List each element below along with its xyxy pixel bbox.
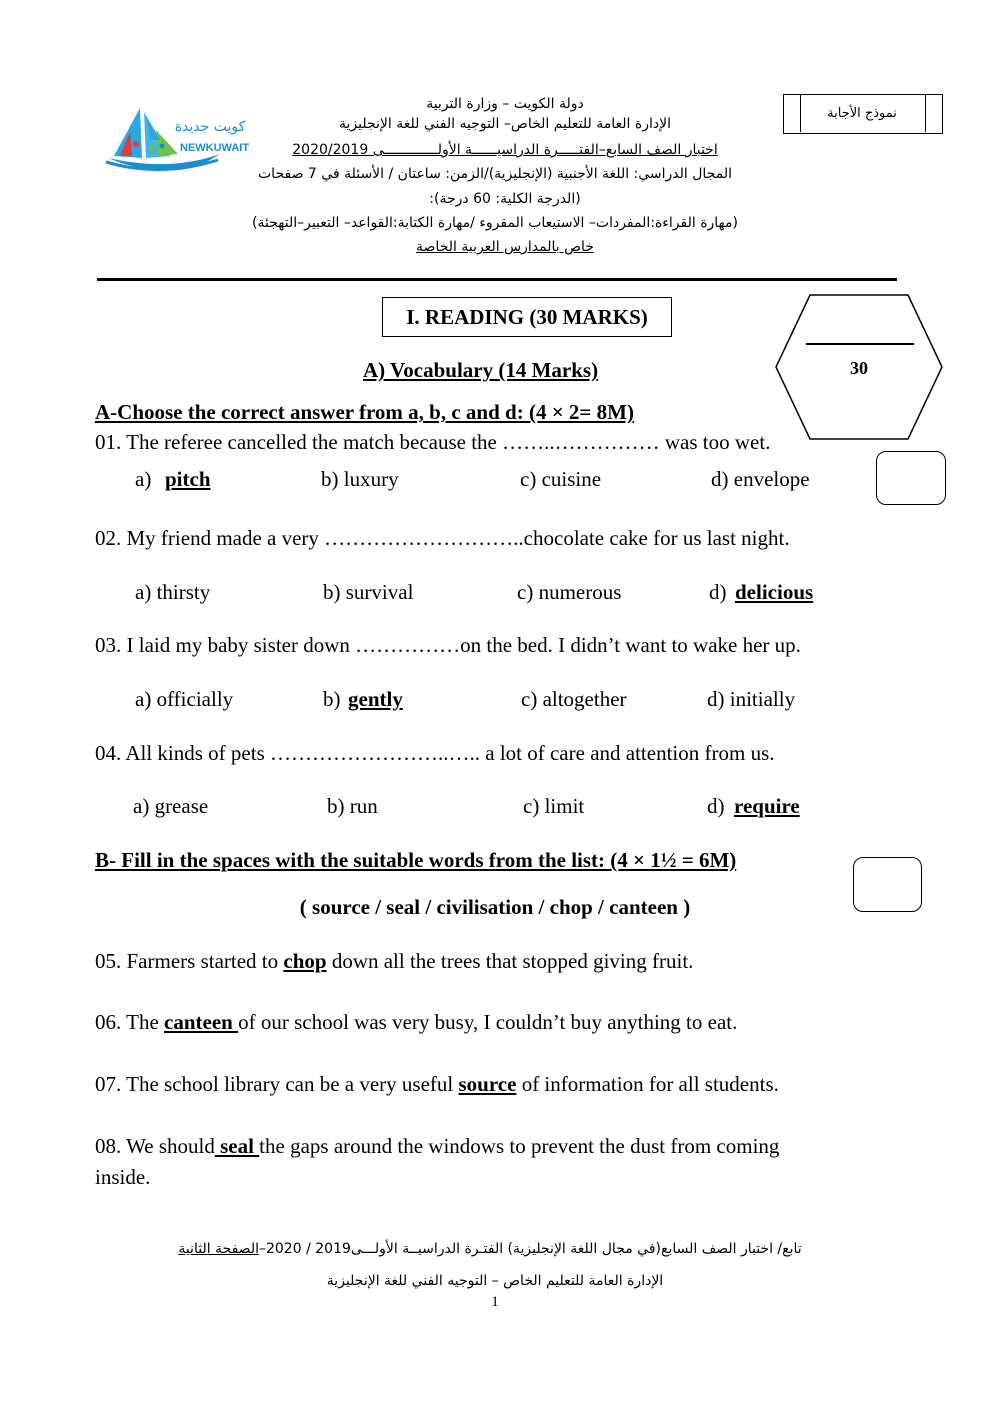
- q04-option-a: a) grease: [133, 794, 209, 818]
- q03-option-a: a) officially: [135, 687, 234, 711]
- question-04: 04. All kinds of pets ……………………..….. a lot of care and attention from us.: [95, 741, 775, 765]
- q01-option-a-answer: pitch: [165, 467, 211, 491]
- sentence-08: 08. We should seal the gaps around the windows to prevent the dust from coming: [95, 1134, 780, 1158]
- footer-line-2: الإدارة العامة للتعليم الخاص – التوجيه الفني للغة الإنجليزية: [326, 1273, 664, 1289]
- header-line-1: دولة الكويت – وزارة التربية: [426, 96, 584, 112]
- section-title: I. READING (30 MARKS): [406, 305, 648, 329]
- q04-option-d-answer: require: [734, 794, 800, 818]
- header-line-6: (مهارة القراءة:المفردات– الاستيعاب المقروء /مهارة الكتابة:القواعد– التعبير–التهجئة): [252, 215, 738, 231]
- q02-option-b: b) survival: [323, 580, 414, 604]
- q04-option-c: c) limit: [523, 794, 585, 818]
- header-line-3: اختبار الصف السابع–الفتـــــرة الدراسيــــــة الأولـــــــــــــى 2020/2019: [292, 142, 718, 158]
- q03-option-b-label: b): [323, 687, 341, 711]
- sentence-08-continued: inside.: [95, 1165, 151, 1189]
- logo-english-text: NEWKUWAIT: [180, 142, 250, 154]
- header-divider: [97, 278, 897, 281]
- word-list: ( source / seal / civilisation / chop / canteen ): [299, 895, 691, 919]
- q04-option-d-label: d): [707, 794, 725, 818]
- header-line-4: المجال الدراسي: اللغة الأجنبية (الإنجليزية)/الزمن: ساعتان / الأسئلة في 7 صفحات: [258, 166, 732, 182]
- q03-option-c: c) altogether: [521, 687, 627, 711]
- logo-arabic-text: كويت جديدة: [174, 119, 246, 135]
- model-answer-label: نموذج الأجابة: [827, 106, 897, 121]
- sentence-05: 05. Farmers started to chop down all the trees that stopped giving fruit.: [95, 949, 694, 973]
- question-02: 02. My friend made a very ………………………..chocolate cake for us last night.: [95, 526, 790, 550]
- q02-option-d-label: d): [709, 580, 727, 604]
- header-line-5: (الدرجة الكلية: 60 درجة):: [429, 191, 581, 207]
- answer-source: source: [458, 1072, 517, 1096]
- q03-option-d: d) initially: [707, 687, 796, 711]
- partA-score-box: [876, 451, 946, 505]
- q01-option-a-label: a): [135, 467, 152, 491]
- header-line-2: الإدارة العامة للتعليم الخاص– التوجيه الفني للغة الإنجليزية: [339, 116, 671, 132]
- q01-option-c: c) cuisine: [520, 467, 602, 491]
- question-03: 03. I laid my baby sister down ……………on the bed. I didn’t want to wake her up.: [95, 633, 801, 657]
- q03-option-b-answer: gently: [348, 687, 403, 711]
- answer-chop: chop: [283, 949, 327, 973]
- vocab-title: A) Vocabulary (14 Marks): [363, 358, 599, 382]
- model-answer-box: [783, 94, 943, 134]
- score-hexagon: [772, 292, 946, 442]
- q02-option-c: c) numerous: [517, 580, 622, 604]
- question-01: 01. The referee cancelled the match because the ……..…………… was too wet.: [95, 430, 771, 454]
- q02-option-a: a) thirsty: [135, 580, 211, 604]
- q04-option-b: b) run: [327, 794, 378, 818]
- partB-instruction: B- Fill in the spaces with the suitable words from the list: (4 × 1½ = 6M): [95, 848, 737, 872]
- page-number: 1: [491, 1294, 499, 1310]
- section-title-box: [382, 297, 672, 337]
- q01-option-b: b) luxury: [321, 467, 399, 491]
- footer-line-1: تابع/ اختبار الصف السابع(في مجال اللغة الإنجليزية) الفتـرة الدراسيــة الأولـــى2019 / 2020–الصفحة الثانية: [178, 1241, 802, 1257]
- answer-canteen: canteen: [164, 1010, 239, 1034]
- partA-instruction: A-Choose the correct answer from a, b, c and d: (4 × 2= 8M): [95, 400, 634, 424]
- q02-option-d-answer: delicious: [735, 580, 814, 604]
- answer-seal: seal: [214, 1134, 260, 1158]
- sentence-06: 06. The canteen of our school was very busy, I couldn’t buy anything to eat.: [95, 1010, 738, 1034]
- sentence-07: 07. The school library can be a very useful source of information for all students.: [95, 1072, 779, 1096]
- score-total: 30: [850, 358, 868, 378]
- header-line-7: خاص بالمدارس العربية الخاصة: [416, 239, 594, 255]
- q01-option-d: d) envelope: [711, 467, 810, 491]
